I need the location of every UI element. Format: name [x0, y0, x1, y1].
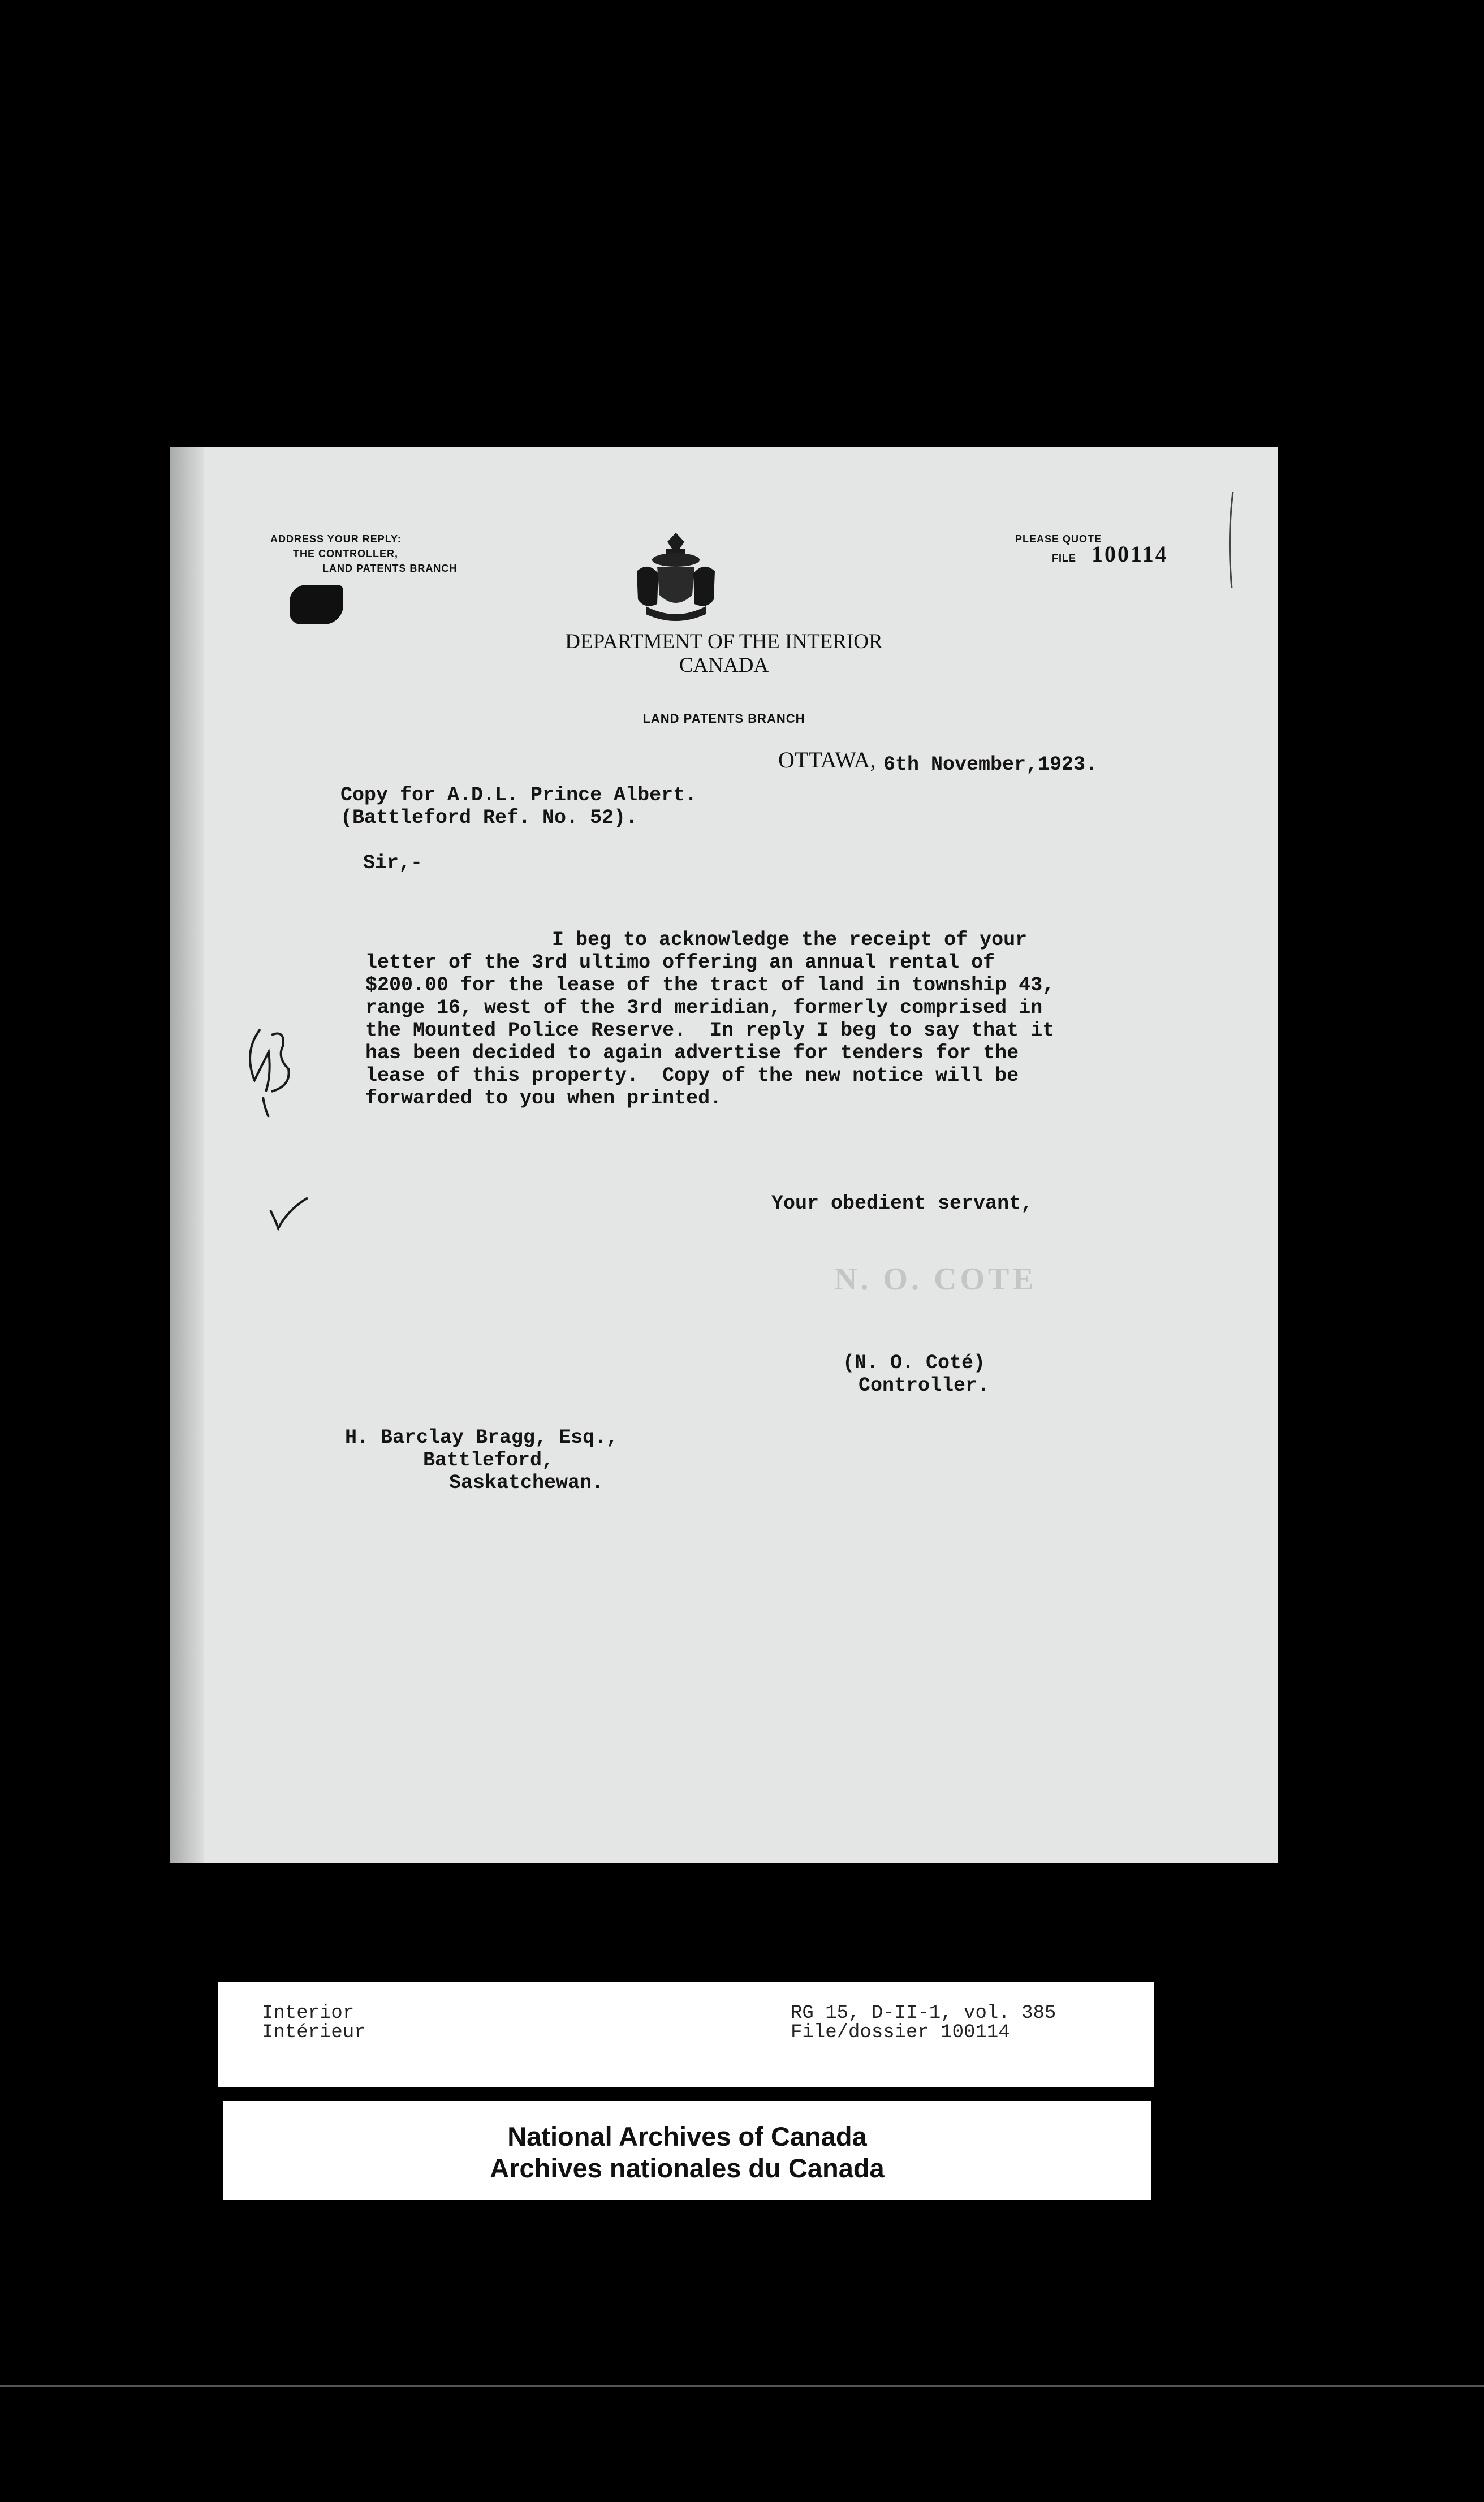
- reference-line: (Battleford Ref. No. 52).: [340, 806, 638, 829]
- closing-line: Your obedient servant,: [771, 1192, 1033, 1215]
- country-name: CANADA: [679, 654, 769, 677]
- signer-name: (N. O. Coté): [843, 1352, 986, 1374]
- label-department-en: Interior: [262, 2003, 355, 2024]
- coat-of-arms-emblem: [633, 532, 718, 625]
- branch-name: LAND PATENTS BRANCH: [642, 711, 805, 726]
- label-record-group: RG 15, D-II-1, vol. 385: [791, 2003, 1056, 2024]
- recipient-name: H. Barclay Bragg, Esq.,: [345, 1426, 619, 1449]
- archives-banner: [223, 2101, 1151, 2200]
- body-line-5: the Mounted Police Reserve. In reply I beg to say that it: [365, 1019, 1055, 1042]
- address-reply-line-2: THE CONTROLLER,: [293, 548, 398, 559]
- body-line-2: letter of the 3rd ultimo offering an annual rental of: [365, 951, 995, 974]
- archives-name-en: National Archives of Canada: [507, 2121, 867, 2151]
- signer-title: Controller.: [859, 1374, 990, 1397]
- place-ottawa: OTTAWA,: [778, 747, 876, 773]
- file-label: FILE: [1052, 553, 1076, 564]
- letter-page: [170, 447, 1278, 1863]
- check-mark: [266, 1193, 311, 1233]
- signature-stamp: N. O. COTE: [834, 1262, 1037, 1297]
- body-line-1: I beg to acknowledge the receipt of your: [552, 929, 1028, 951]
- salutation: Sir,-: [363, 852, 423, 874]
- ink-blot: [290, 585, 343, 624]
- body-line-3: $200.00 for the lease of the tract of land in township 43,: [365, 974, 1055, 997]
- body-line-4: range 16, west of the 3rd meridian, formerly comprised in: [365, 997, 1043, 1019]
- archives-name-fr: Archives nationales du Canada: [490, 2153, 885, 2183]
- paper-edge-shadow: [170, 447, 204, 1863]
- body-line-8: forwarded to you when printed.: [365, 1087, 722, 1110]
- bottom-divider: [0, 2385, 1484, 2387]
- address-reply-line-1: ADDRESS YOUR REPLY:: [270, 533, 402, 545]
- handwritten-initials: [238, 1018, 300, 1120]
- please-quote-label: PLEASE QUOTE: [1015, 533, 1102, 545]
- letter-date: 6th November,1923.: [883, 753, 1098, 776]
- file-number: 100114: [1092, 541, 1168, 567]
- copy-for-line: Copy for A.D.L. Prince Albert.: [340, 784, 697, 806]
- label-file-number: File/dossier 100114: [791, 2022, 1010, 2043]
- margin-pencil-mark: [1210, 486, 1244, 594]
- department-name: DEPARTMENT OF THE INTERIOR: [565, 630, 883, 653]
- recipient-province: Saskatchewan.: [449, 1472, 604, 1494]
- label-department-fr: Intérieur: [262, 2022, 366, 2043]
- recipient-city: Battleford,: [423, 1449, 554, 1472]
- body-line-7: lease of this property. Copy of the new notice will be: [365, 1064, 1019, 1087]
- archive-reference-label: [218, 1982, 1154, 2087]
- address-reply-line-3: LAND PATENTS BRANCH: [322, 563, 458, 574]
- body-line-6: has been decided to again advertise for tenders for the: [365, 1042, 1019, 1064]
